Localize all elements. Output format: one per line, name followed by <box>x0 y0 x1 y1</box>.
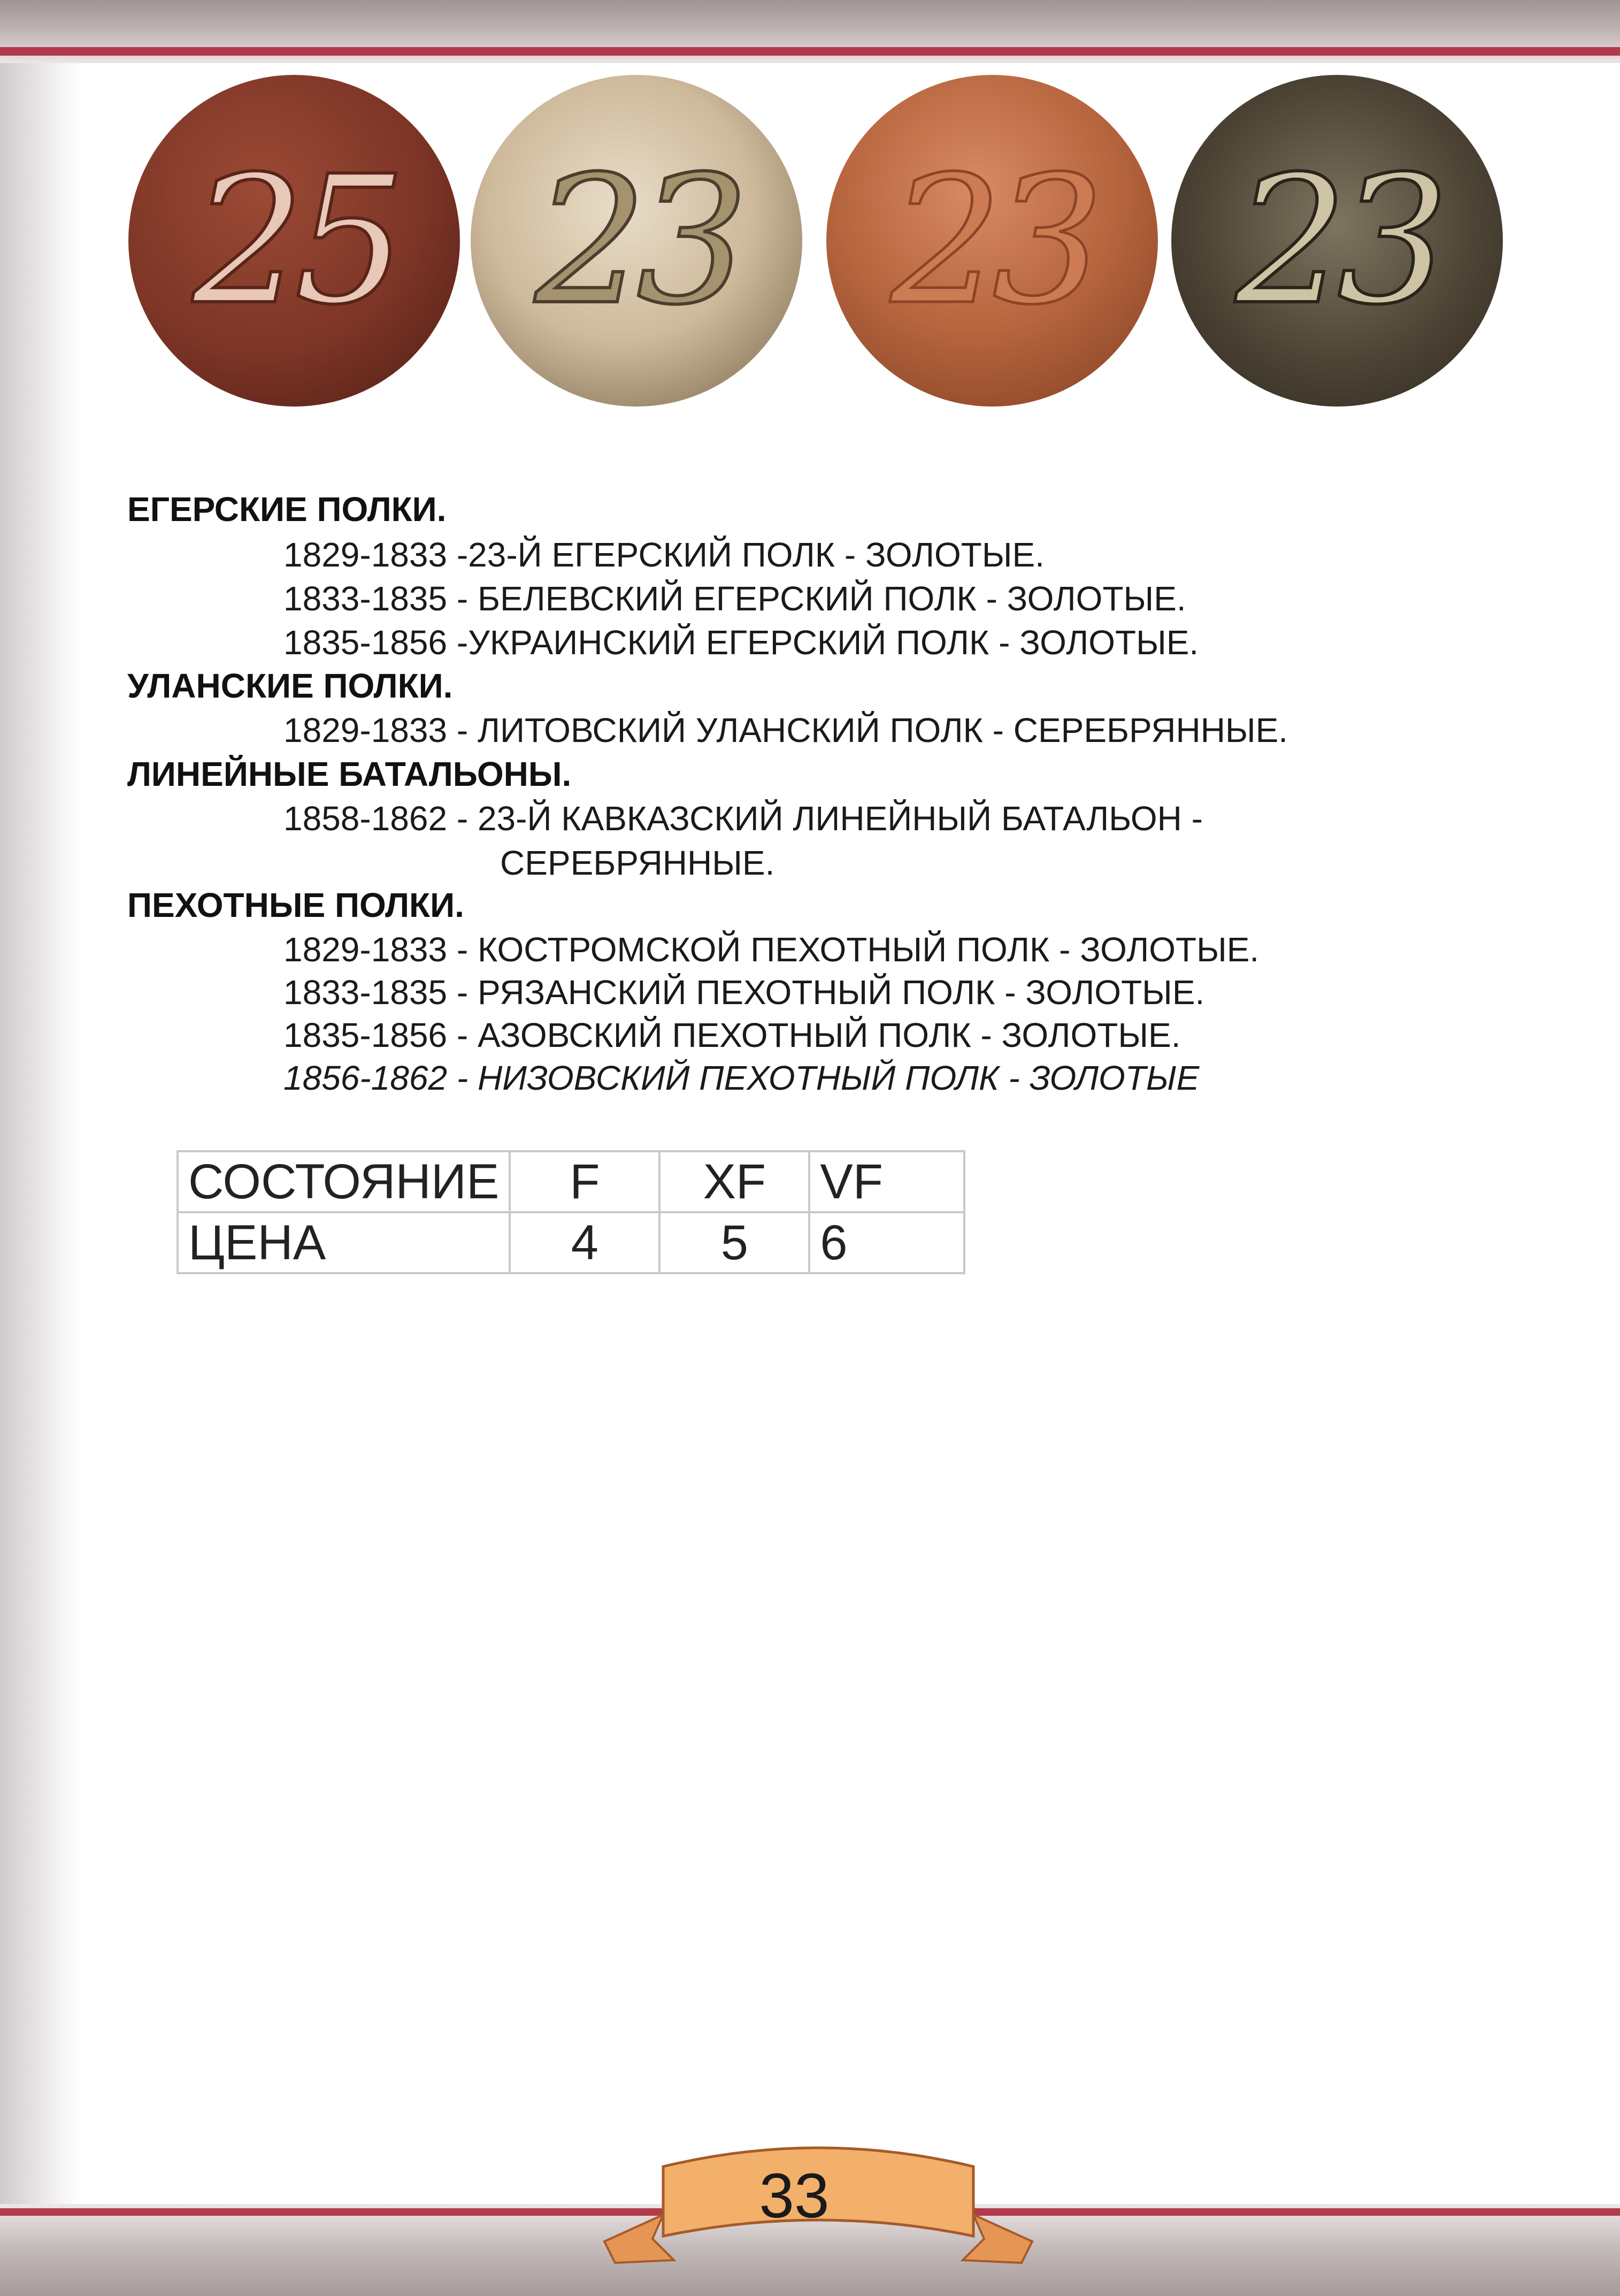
list-item: 1829-1833 -23-Й ЕГЕРСКИЙ ПОЛК - ЗОЛОТЫЕ. <box>283 535 1045 574</box>
coin-numeral: 23 <box>890 138 1094 343</box>
coin-image-3 <box>826 75 1158 407</box>
section-heading: ПЕХОТНЫЕ ПОЛКИ. <box>127 886 464 924</box>
coin-image-2 <box>471 75 802 407</box>
table-cell: F <box>510 1151 659 1212</box>
price-table <box>176 1150 965 1274</box>
section-heading: ЕГЕРСКИЕ ПОЛКИ. <box>127 490 447 529</box>
coin-image-1 <box>128 75 460 407</box>
list-item: 1835-1856 -УКРАИНСКИЙ ЕГЕРСКИЙ ПОЛК - ЗОЛОТЫЕ. <box>283 623 1199 662</box>
coin-image-4 <box>1171 75 1503 407</box>
list-item: 1856-1862 - НИЗОВСКИЙ ПЕХОТНЫЙ ПОЛК - ЗОЛОТЫЕ <box>283 1059 1200 1097</box>
coin-numeral: 23 <box>1235 138 1439 343</box>
table-cell: 5 <box>659 1212 809 1273</box>
table-cell: VF <box>809 1151 964 1212</box>
table-row <box>178 1151 964 1212</box>
list-item: 1833-1835 - БЕЛЕВСКИЙ ЕГЕРСКИЙ ПОЛК - ЗОЛОТЫЕ. <box>283 579 1186 618</box>
table-cell: ЦЕНА <box>178 1212 510 1273</box>
list-item: 1829-1833 - ЛИТОВСКИЙ УЛАНСКИЙ ПОЛК - СЕРЕБРЯННЫЕ. <box>283 711 1288 749</box>
list-item: 1833-1835 - РЯЗАНСКИЙ ПЕХОТНЫЙ ПОЛК - ЗОЛОТЫЕ. <box>283 973 1205 1012</box>
list-item: 1835-1856 - АЗОВСКИЙ ПЕХОТНЫЙ ПОЛК - ЗОЛОТЫЕ. <box>283 1016 1181 1054</box>
coin-numeral: 23 <box>535 138 738 343</box>
list-item: 1829-1833 - КОСТРОМСКОЙ ПЕХОТНЫЙ ПОЛК - ЗОЛОТЫЕ. <box>283 930 1260 969</box>
list-item: СЕРЕБРЯННЫЕ. <box>500 844 775 882</box>
top-accent-line <box>0 47 1620 56</box>
list-item: 1858-1862 - 23-Й КАВКАЗСКИЙ ЛИНЕЙНЫЙ БАТАЛЬОН - <box>283 799 1203 838</box>
page-left-margin <box>0 0 80 2296</box>
section-heading: УЛАНСКИЕ ПОЛКИ. <box>127 667 453 705</box>
table-cell: СОСТОЯНИЕ <box>178 1151 510 1212</box>
page-number: 33 <box>759 2161 830 2231</box>
section-heading: ЛИНЕЙНЫЕ БАТАЛЬОНЫ. <box>127 755 572 793</box>
table-cell: XF <box>659 1151 809 1212</box>
coin-numeral: 25 <box>193 138 396 343</box>
table-cell: 6 <box>809 1212 964 1273</box>
table-cell: 4 <box>510 1212 659 1273</box>
table-row <box>178 1212 964 1273</box>
